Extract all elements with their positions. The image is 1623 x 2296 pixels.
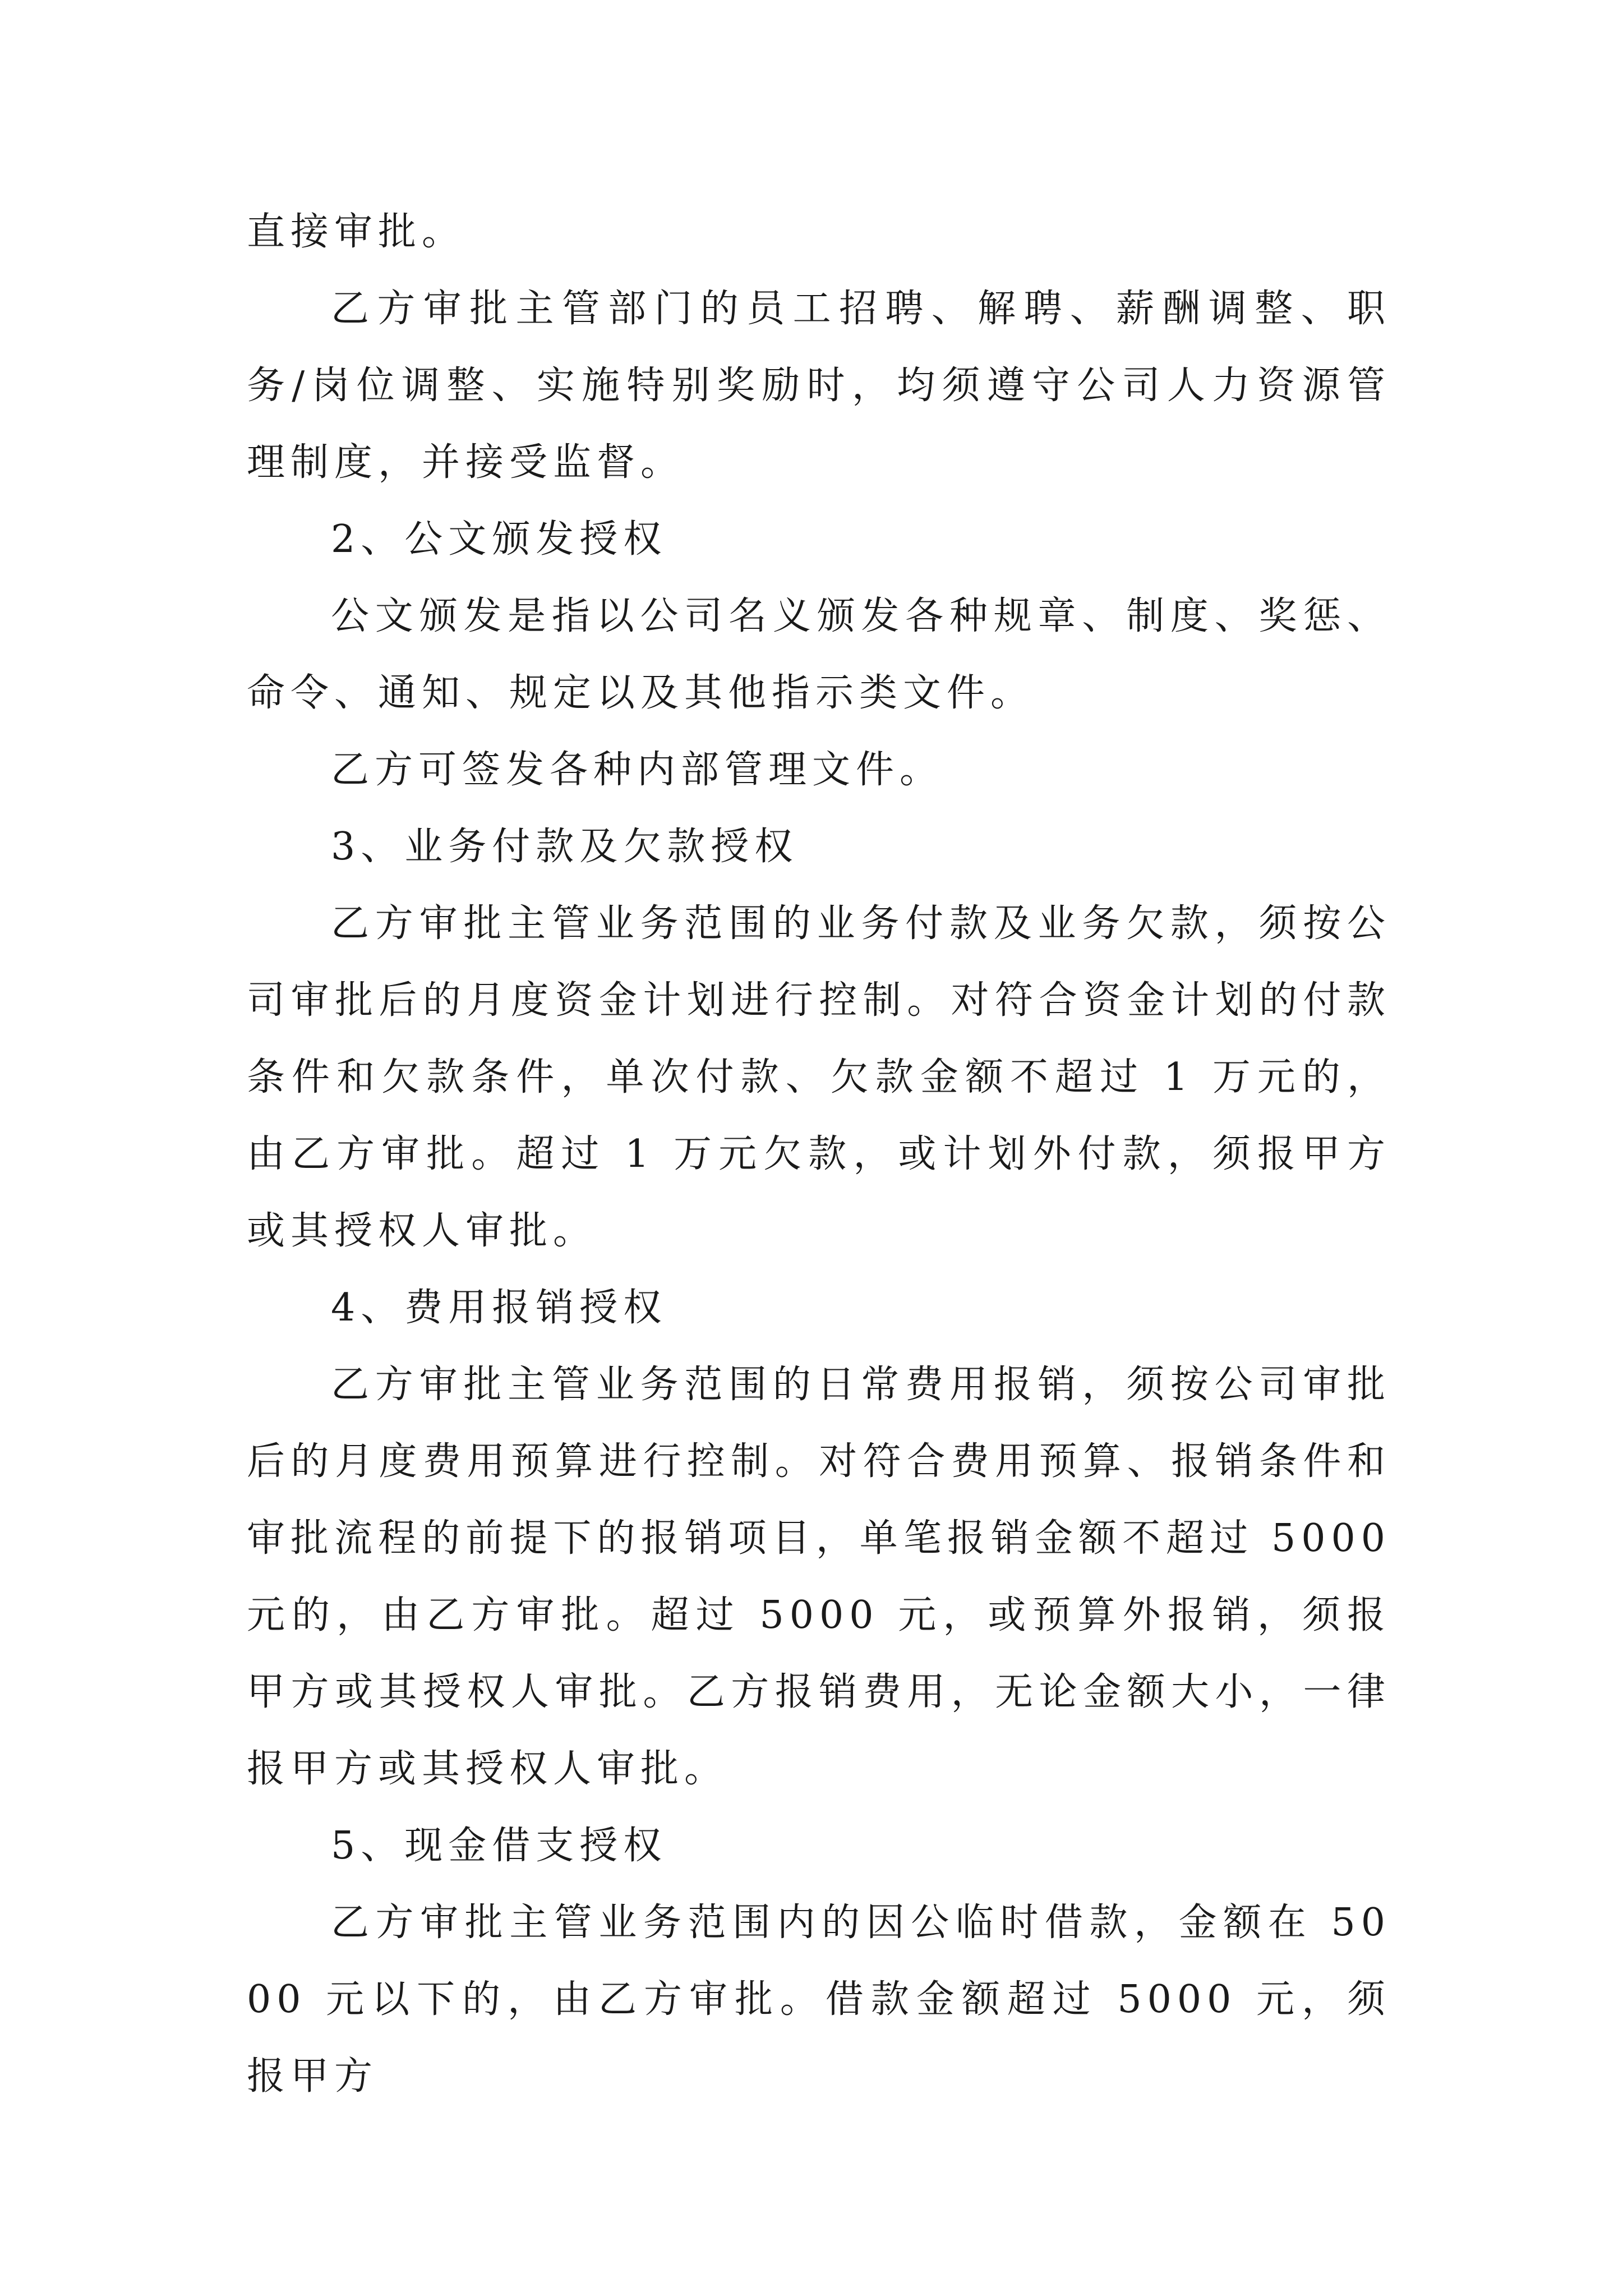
paragraph-cash-advance: 乙方审批主管业务范围内的因公临时借款，金额在 5000 元以下的，由乙方审批。借款金额超过 5000 元，须报甲方 [247,1901,1391,2099]
paragraph-hr-approval: 乙方审批主管部门的员工招聘、解聘、薪酬调整、职务/岗位调整、实施特别奖励时，均须遵守公司人力资源管理制度，并接受监督。 [247,287,1391,485]
paragraph-payment-authorization: 乙方审批主管业务范围的业务付款及业务欠款，须按公司审批后的月度资金计划进行控制。对符合资金计划的付款条件和欠款条件，单次付款、欠款金额不超过 1 万元的，由乙方审批。超过 1 万元欠款，或计划外付款，须报甲方或其授权人审批。 [247,901,1391,1253]
section-heading-cash-advance: 5、现金借支授权 [331,1824,667,1868]
section-heading-expense-reimbursement: 4、费用报销授权 [331,1286,667,1330]
paragraph-expense-reimbursement: 乙方审批主管业务范围的日常费用报销，须按公司审批后的月度费用预算进行控制。对符合费用预算、报销条件和审批流程的前提下的报销项目，单笔报销金额不超过 5000 元的，由乙方审批。超过 5000 元，或预算外报销，须报甲方或其授权人审批。乙方报销费用，无论金额大小，一律报甲方或其授权人审批。 [247,1363,1391,1791]
document-body [247,194,1391,2115]
paragraph-document-issuance-definition: 公文颁发是指以公司名义颁发各种规章、制度、奖惩、命令、通知、规定以及其他指示类文件。 [247,594,1391,715]
section-heading-document-issuance: 2、公文颁发授权 [331,517,667,562]
paragraph-continuation: 直接审批。 [247,210,466,254]
paragraph-internal-documents: 乙方可签发各种内部管理文件。 [331,748,944,792]
section-heading-payment-authorization: 3、业务付款及欠款授权 [331,825,799,869]
